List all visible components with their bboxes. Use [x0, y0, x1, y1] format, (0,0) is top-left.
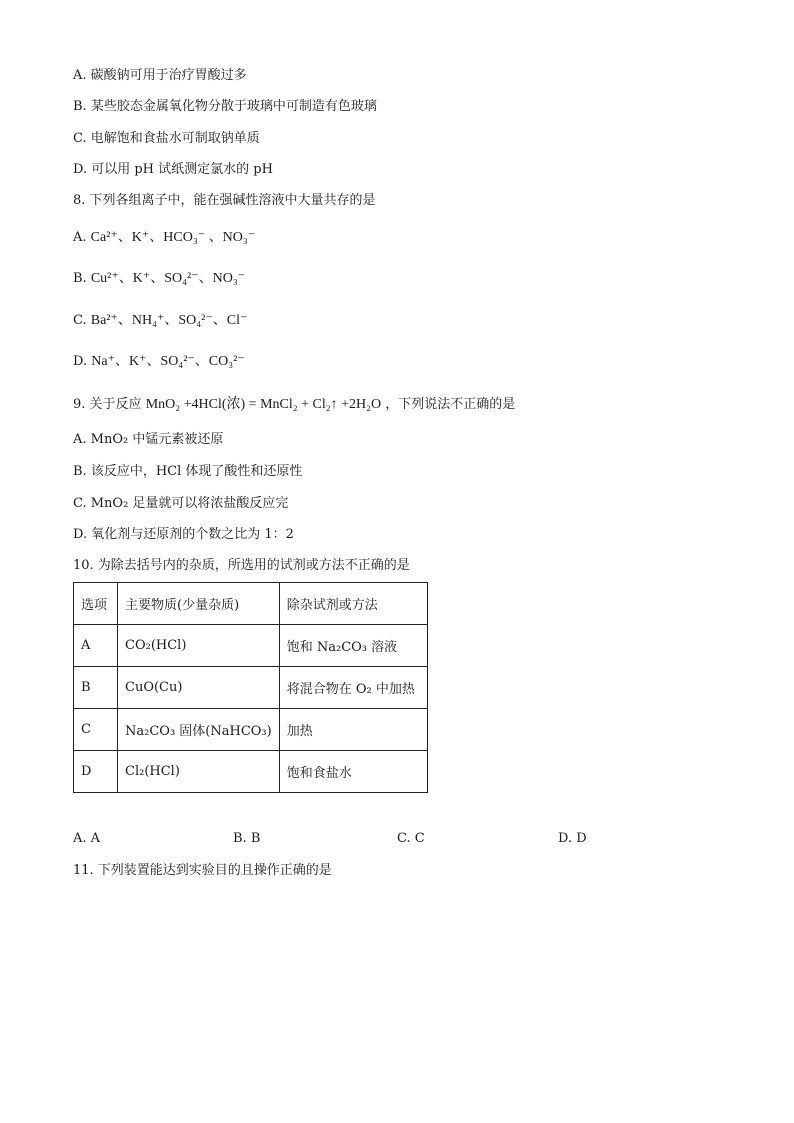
table-header-cell: 主要物质(少量杂质) — [118, 583, 280, 625]
table-cell: CuO(Cu) — [118, 667, 280, 709]
table-cell: A — [74, 625, 118, 667]
q10-answer-a: A. A — [73, 831, 101, 846]
q7-option-c: C. 电解饱和食盐水可制取钠单质 — [73, 131, 260, 146]
q8-option-b-ions: Cu²⁺、K⁺、SO₄²⁻、NO₃⁻ — [90, 271, 246, 286]
table-row — [74, 625, 428, 667]
q10-answer-c: C. C — [397, 831, 425, 846]
q9-option-b: B. 该反应中，HCl 体现了酸性和还原性 — [73, 464, 303, 479]
table-row — [74, 667, 428, 709]
table-cell: 饱和 Na₂CO₃ 溶液 — [279, 625, 427, 667]
q10-answer-d: D. D — [558, 831, 587, 846]
table-cell: Cl₂(HCl) — [118, 751, 280, 793]
q10-answer-b: B. B — [233, 831, 261, 846]
q8-option-a-ions: Ca²⁺、K⁺、HCO₃⁻ 、NO₃⁻ — [90, 230, 256, 245]
table-header-row — [74, 583, 428, 625]
q9-stem — [73, 396, 515, 414]
q8-option-c-label: C. — [73, 313, 91, 328]
table-cell: 加热 — [279, 709, 427, 751]
q8-stem: 8. 下列各组离子中，能在强碱性溶液中大量共存的是 — [73, 193, 376, 208]
q8-option-b-label: B. — [73, 271, 91, 286]
q9-option-c: C. MnO₂ 足量就可以将浓盐酸反应完 — [73, 496, 289, 511]
q7-option-d: D. 可以用 pH 试纸测定氯水的 pH — [73, 162, 273, 177]
table-header-cell: 除杂试剂或方法 — [279, 583, 427, 625]
q9-equation: MnO₂ +4HCl(浓) = MnCl₂ + Cl₂↑ +2H₂O — [145, 397, 382, 412]
table-cell: CO₂(HCl) — [118, 625, 280, 667]
q11-stem: 11. 下列装置能达到实验目的且操作正确的是 — [73, 863, 332, 878]
q10-table — [73, 582, 428, 793]
table-cell: B — [74, 667, 118, 709]
q8-option-c-ions: Ba²⁺、NH₄⁺、SO₄²⁻、Cl⁻ — [90, 313, 248, 328]
q9-option-d: D. 氧化剂与还原剂的个数之比为 1：2 — [73, 527, 294, 542]
q8-option-d-label: D. — [73, 354, 92, 369]
table-header-cell: 选项 — [74, 583, 118, 625]
q7-option-a: A. 碳酸钠可用于治疗胃酸过多 — [73, 68, 247, 83]
q8-option-c — [73, 312, 247, 330]
q9-stem-suffix: ，下列说法不正确的是 — [385, 397, 516, 412]
q8-option-a-label: A. — [73, 230, 91, 245]
table-cell: D — [74, 751, 118, 793]
q9-stem-prefix: 9. 关于反应 — [73, 397, 142, 412]
q9-option-a: A. MnO₂ 中锰元素被还原 — [73, 432, 224, 447]
table-cell: Na₂CO₃ 固体(NaHCO₃) — [118, 709, 280, 751]
table-row — [74, 751, 428, 793]
q10-stem: 10. 为除去括号内的杂质，所选用的试剂或方法不正确的是 — [73, 558, 410, 573]
q8-option-d — [73, 353, 245, 371]
table-cell: C — [74, 709, 118, 751]
table-cell: 饱和食盐水 — [279, 751, 427, 793]
q7-option-b: B. 某些胶态金属氧化物分散于玻璃中可制造有色玻璃 — [73, 99, 377, 114]
q8-option-a — [73, 229, 255, 247]
table-row — [74, 709, 428, 751]
q8-option-d-ions: Na⁺、K⁺、SO₄²⁻、CO₃²⁻ — [91, 354, 245, 369]
table-cell: 将混合物在 O₂ 中加热 — [279, 667, 427, 709]
q8-option-b — [73, 270, 245, 288]
